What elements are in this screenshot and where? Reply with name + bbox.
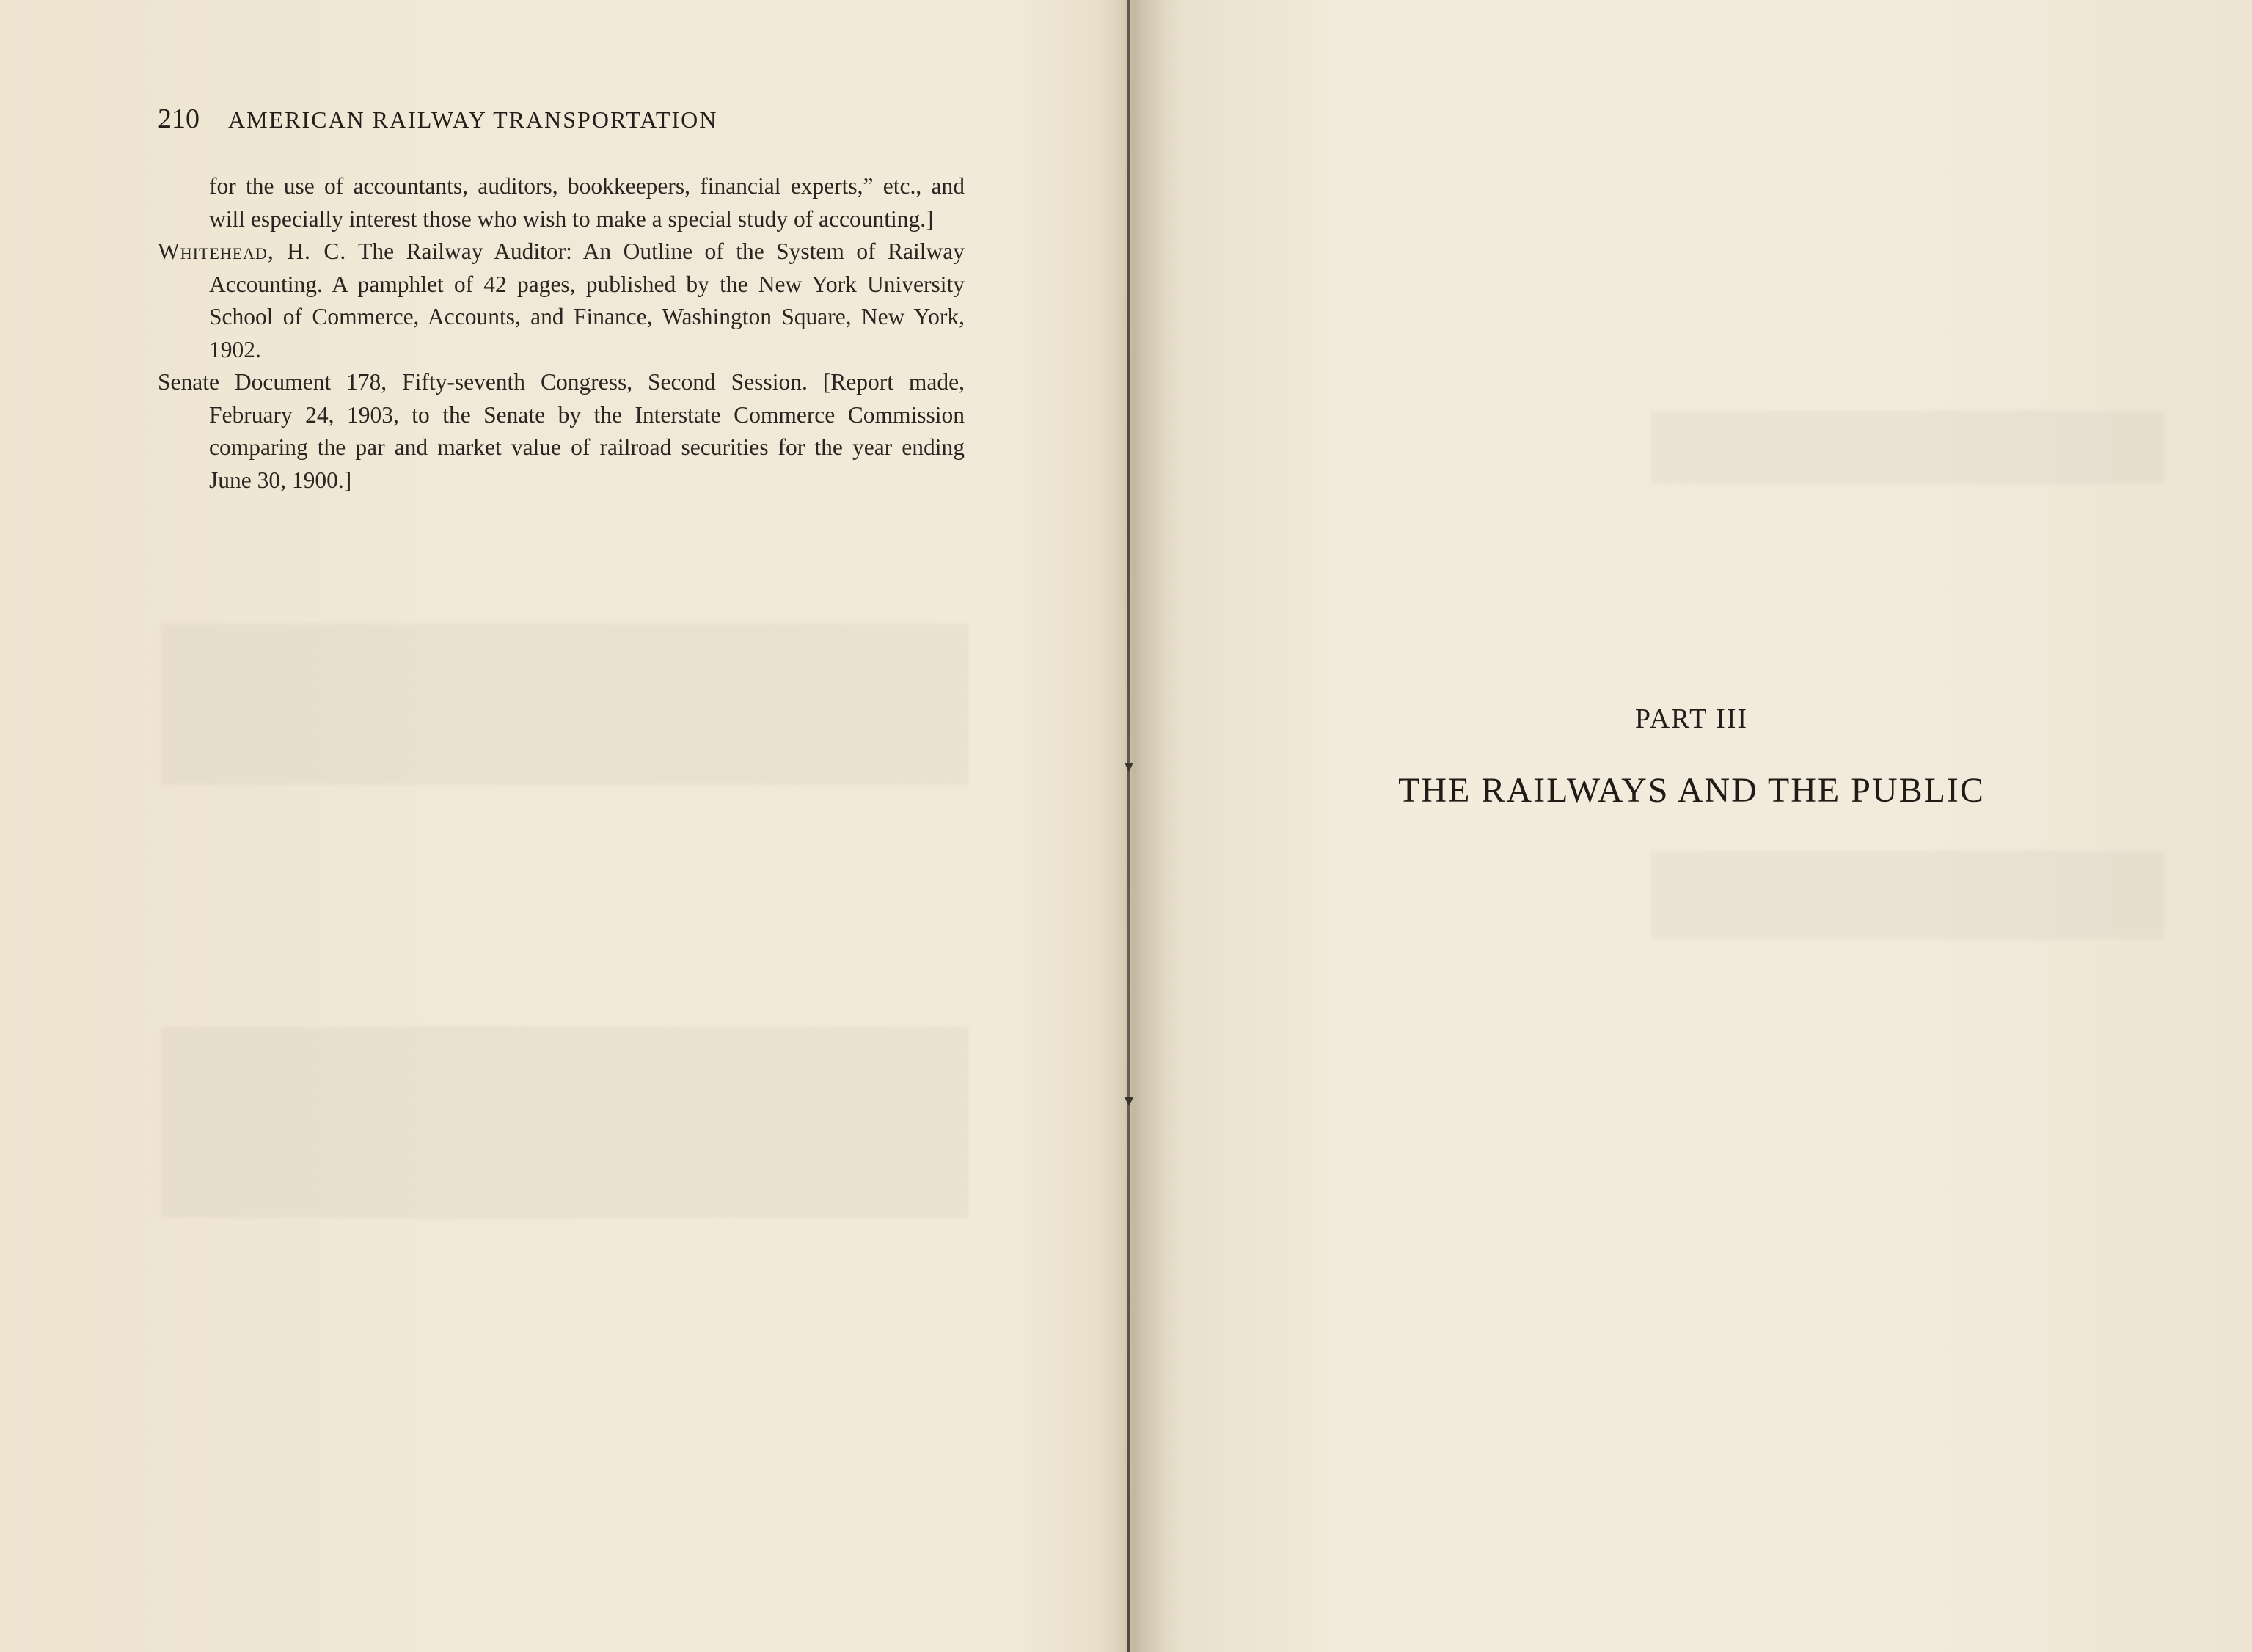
entry-author: Whitehead, H. C. xyxy=(158,238,347,264)
book-gutter xyxy=(1127,0,1130,1652)
entry-text: The Railway Auditor: An Outline of the System of Railway Accounting. A pamphlet of 42 pages, published by the New York University School of Commerce, Accounts, and Finance, Washington Square, New York, 1902. xyxy=(209,238,965,362)
bibliography-entry xyxy=(158,366,965,497)
part-title: THE RAILWAYS AND THE PUBLIC xyxy=(1398,771,1985,810)
page-number: 210 xyxy=(158,103,200,134)
entry-text: Senate Document 178, Fifty-seventh Congress, Second Session. [Report made, February 24, 1903, to the Senate by the Interstate Commerce Commission comparing the par and market value of railroad securities for the year ending June 30, 1900.] xyxy=(158,369,965,493)
running-head-title: AMERICAN RAILWAY TRANSPORTATION xyxy=(228,106,718,133)
part-label: PART III xyxy=(1634,703,1749,734)
bibliography-entry xyxy=(158,170,965,235)
running-head xyxy=(158,103,965,135)
bibliography-entry xyxy=(158,235,965,366)
bibliography-text xyxy=(158,170,965,497)
right-page xyxy=(1131,0,2252,1652)
entry-text: for the use of accountants, auditors, bookkeepers, financial experts,” etc., and will especially interest those who wish to make a special study of accounting.] xyxy=(209,173,965,232)
